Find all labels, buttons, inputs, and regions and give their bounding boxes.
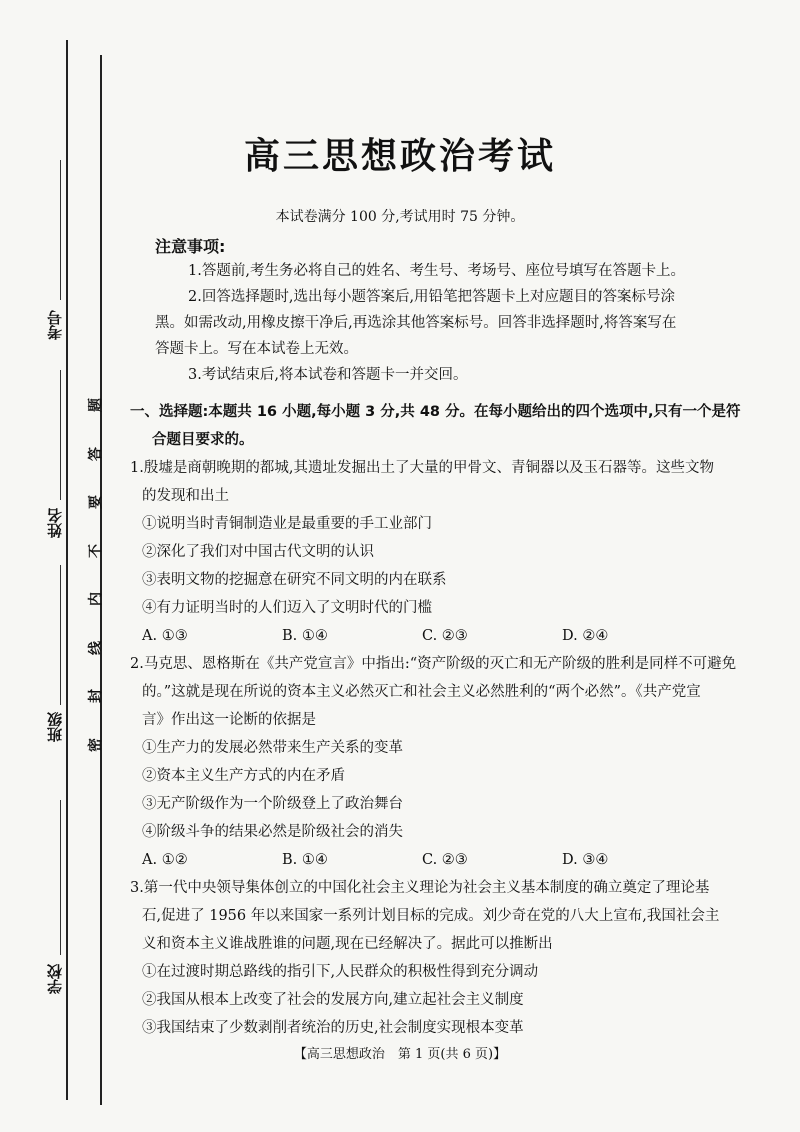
notice-item: 1.答题前,考生务必将自己的姓名、考生号、考场号、座位号填写在答题卡上。	[188, 263, 685, 279]
answer-choices	[130, 622, 752, 650]
question-option: ②资本主义生产方式的内在矛盾	[142, 768, 345, 784]
section-heading-line: 合题目要求的。	[152, 432, 254, 448]
question-stem: 的发现和出土	[142, 488, 229, 504]
seal-char: 线	[88, 640, 104, 655]
choice-a: A. ①②	[142, 852, 188, 868]
section-heading	[130, 398, 752, 454]
question-stem: 言》作出这一论断的依据是	[142, 712, 316, 728]
margin-fill-line-class	[60, 565, 61, 705]
question-stem: 3.第一代中央领导集体创立的中国化社会主义理论为社会主义基本制度的确立奠定了理论基	[130, 880, 710, 896]
answer-choices	[130, 846, 752, 874]
question-option: ③表明文物的挖掘意在研究不同文明的内在联系	[142, 572, 447, 588]
notice-heading: 注意事项:	[155, 237, 226, 256]
seal-char: 内	[88, 592, 104, 607]
seal-char: 答	[88, 446, 104, 461]
margin-label-name: 姓名	[46, 508, 64, 538]
seal-char: 要	[88, 495, 104, 510]
margin-label-class: 班级	[46, 712, 64, 742]
notice-item: 黑。如需改动,用橡皮擦干净后,再选涂其他答案标号。回答非选择题时,将答案写在	[155, 315, 677, 331]
exam-title: 高三思想政治考试	[243, 136, 556, 177]
binding-line-outer	[66, 40, 68, 1100]
notice-item: 3.考试结束后,将本试卷和答题卡一并交回。	[188, 367, 468, 383]
question-2	[130, 650, 752, 874]
margin-fill-line-exam-number	[60, 160, 61, 300]
question-stem: 2.马克思、恩格斯在《共产党宣言》中指出:“资产阶级的灭亡和无产阶级的胜利是同样不可避免	[130, 656, 737, 672]
question-option: ②深化了我们对中国古代文明的认识	[142, 544, 374, 560]
choice-d: D. ②④	[562, 628, 609, 644]
section-heading-line: 一、选择题:本题共 16 小题,每小题 3 分,共 48 分。在每小题给出的四个选项中,只有一个是符	[130, 404, 741, 420]
question-option: ①在过渡时期总路线的指引下,人民群众的积极性得到充分调动	[142, 964, 539, 980]
question-3	[130, 874, 752, 1042]
seal-char: 封	[88, 689, 104, 704]
margin-fill-line-school	[60, 800, 61, 955]
seal-char: 题	[88, 398, 104, 412]
seal-char: 不	[88, 543, 104, 558]
choice-c: C. ②③	[422, 852, 468, 868]
choice-b: B. ①④	[282, 628, 328, 644]
question-option: ③无产阶级作为一个阶级登上了政治舞台	[142, 796, 403, 812]
choice-d: D. ③④	[562, 852, 609, 868]
question-option: ④阶级斗争的结果必然是阶级社会的消失	[142, 824, 403, 840]
choice-a: A. ①③	[142, 628, 188, 644]
question-option: ②我国从根本上改变了社会的发展方向,建立起社会主义制度	[142, 992, 524, 1008]
question-option: ①说明当时青铜制造业是最重要的手工业部门	[142, 516, 432, 532]
page-footer: 【高三思想政治 第 1 页(共 6 页)】	[293, 1047, 507, 1062]
question-option: ①生产力的发展必然带来生产关系的变革	[142, 740, 403, 756]
notice-block	[155, 258, 740, 388]
notice-item: 答题卡上。写在本试卷上无效。	[155, 341, 358, 357]
question-option: ④有力证明当时的人们迈入了文明时代的门槛	[142, 600, 432, 616]
choice-b: B. ①④	[282, 852, 328, 868]
question-stem: 义和资本主义谁战胜谁的问题,现在已经解决了。据此可以推断出	[142, 936, 553, 952]
notice-item: 2.回答选择题时,选出每小题答案后,用铅笔把答题卡上对应题目的答案标号涂	[188, 289, 676, 305]
margin-fill-line-name	[60, 370, 61, 500]
question-option: ③我国结束了少数剥削者统治的历史,社会制度实现根本变革	[142, 1020, 524, 1036]
question-stem: 的。”这就是现在所说的资本主义必然灭亡和社会主义必然胜利的“两个必然”。《共产党宣	[142, 684, 701, 700]
question-1	[130, 454, 752, 650]
seal-char: 密	[88, 737, 104, 752]
question-stem: 1.殷墟是商朝晚期的都城,其遗址发掘出土了大量的甲骨文、青铜器以及玉石器等。这些文物	[130, 460, 714, 476]
margin-label-exam-number: 考号	[46, 310, 64, 340]
question-stem: 石,促进了 1956 年以来国家一系列计划目标的完成。刘少奇在党的八大上宣布,我国社会主	[142, 908, 720, 924]
choice-c: C. ②③	[422, 628, 468, 644]
seal-line-warning	[85, 395, 105, 755]
margin-label-school: 学校	[46, 964, 64, 994]
question-area	[130, 398, 752, 1042]
exam-subtitle: 本试卷满分 100 分,考试用时 75 分钟。	[275, 209, 525, 225]
